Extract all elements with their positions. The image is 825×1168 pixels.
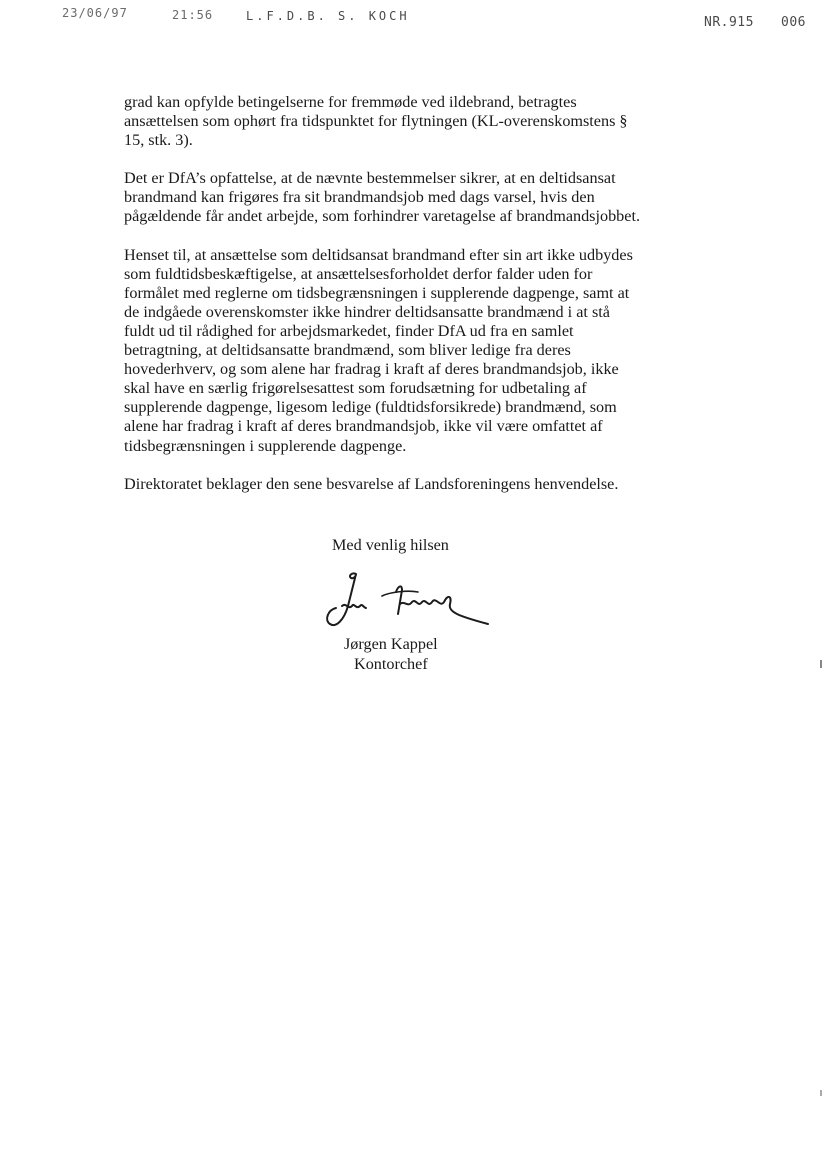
letter-body xyxy=(124,93,684,494)
signer-title: Kontorchef xyxy=(354,655,428,673)
signer-name: Jørgen Kappel xyxy=(344,635,438,653)
fax-time: 21:56 xyxy=(172,8,214,22)
paragraph-continuation: grad kan opfylde betingelserne for fremmøde ved ildebrand, betragtes ansættelsen som ophørt fra tidspunktet for flytningen (KL-overenskomstens § 15, stk. 3). xyxy=(124,93,628,150)
fax-sender: L.F.D.B. S. KOCH xyxy=(246,9,410,23)
paragraph-dfa-opinion: Det er DfA’s opfattelse, at de nævnte bestemmelser sikrer, at en deltidsansat brandmand kan frigøres fra sit brandmandsjob med dags varsel, hvis den pågældende får andet arbejde, som forhindrer varetagelse af brandmandsjobbet. xyxy=(124,169,640,226)
closing-greeting: Med venlig hilsen xyxy=(332,536,449,554)
signer-block xyxy=(344,634,438,674)
scan-edge-mark xyxy=(820,660,822,668)
paragraph-apology: Direktoratet beklager den sene besvarelse af Landsforeningens henvendelse. xyxy=(124,474,619,493)
fax-date: 23/06/97 xyxy=(62,6,128,20)
handwritten-signature xyxy=(318,566,490,638)
scan-edge-mark xyxy=(820,1090,822,1096)
fax-header xyxy=(0,6,825,32)
paragraph-conclusion: Henset til, at ansættelse som deltidsansat brandmand efter sin art ikke udbydes som fuldtidsbeskæftigelse, at ansættelsesforholdet derfor falder uden for formålet med reglerne om tidsbegrænsningen i supplerende dagpenge, samt at de indgåede overenskomster ikke hindrer deltidsansatte brandmænd i at stå fuldt ud til rådighed for arbejdsmarkedet, finder DfA ud fra en samlet betragtning, at deltidsansatte brandmænd, som bliver ledige fra deres hovederhverv, og som alene har fradrag i kraft af deres brandmandsjob, ikke skal have en særlig frigørelsesattest som forudsætning for udbetaling af supplerende dagpenge, ligesom ledige (fuldtidsforsikrede) brandmænd, som alene har fradrag i kraft af deres brandmandsjob, ikke vil være omfattet af tidsbegrænsningen i supplerende dagpenge. xyxy=(124,245,633,455)
fax-page-number: 006 xyxy=(781,15,806,30)
fax-number: NR.915 xyxy=(704,15,754,30)
